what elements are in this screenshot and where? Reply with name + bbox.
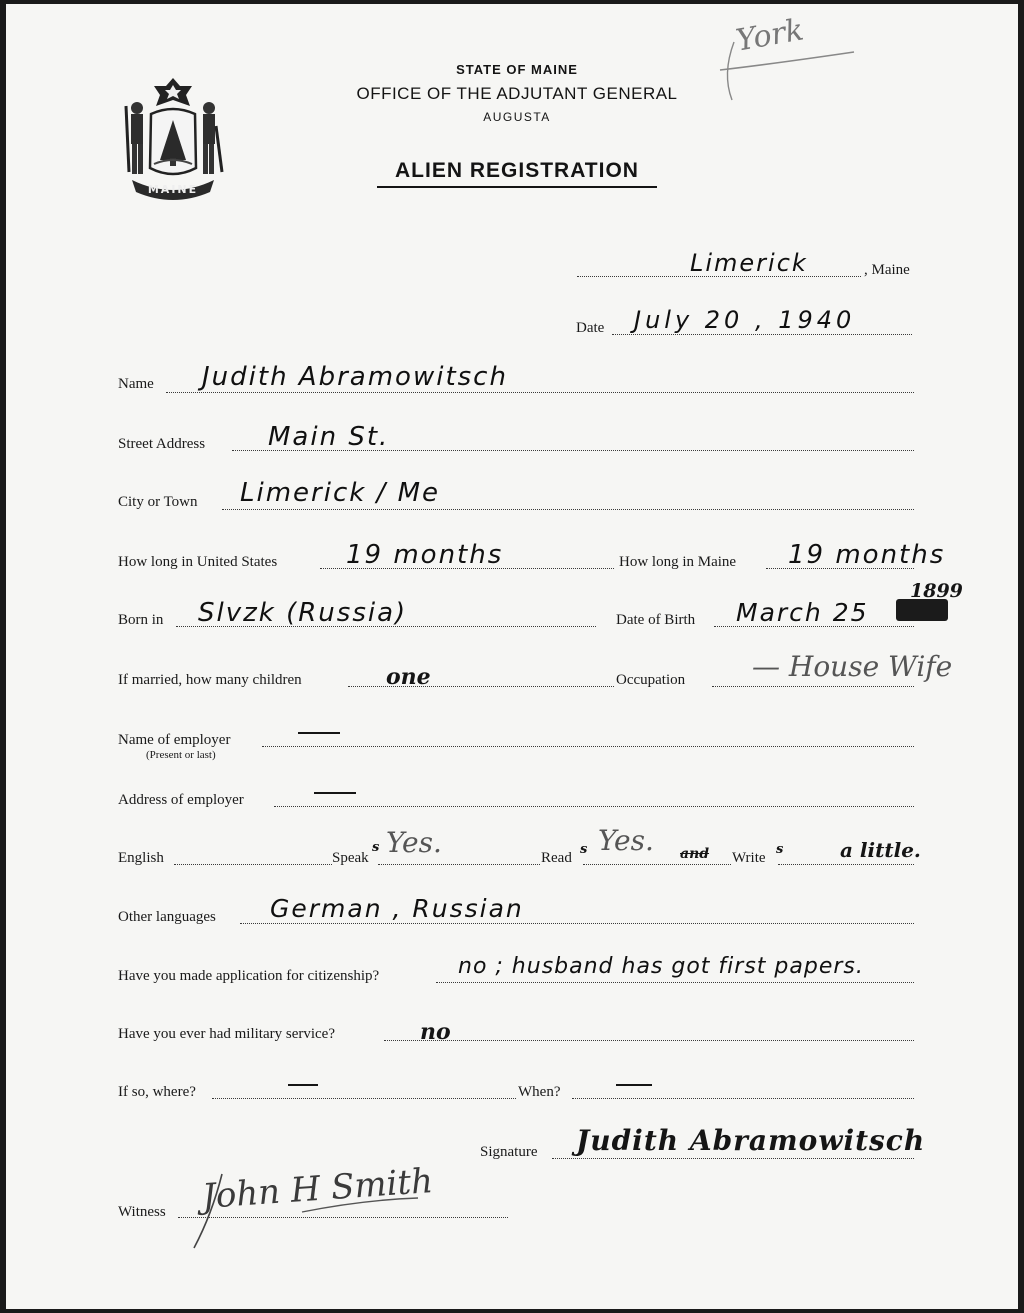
name-value: Judith Abramowitsch (202, 362, 508, 392)
witness-flourish (182, 1164, 422, 1254)
birthdate-label: Date of Birth (616, 612, 696, 628)
header-office: OFFICE OF THE ADJUTANT GENERAL (356, 84, 678, 103)
place-value: Limerick (690, 249, 808, 277)
employer-dash (298, 732, 340, 734)
military-label: Have you ever had military service? (118, 1026, 335, 1042)
header-state: STATE OF MAINE (456, 62, 578, 77)
year-scribble (896, 599, 948, 621)
city-label: City or Town (118, 494, 198, 510)
children-value: one (386, 664, 431, 690)
children-label: If married, how many children (118, 672, 302, 688)
employer-address-label: Address of employer (118, 792, 244, 808)
citizenship-label: Have you made application for citizenship? (118, 968, 380, 984)
state-seal-icon (118, 76, 228, 204)
header-city: AUGUSTA (483, 110, 551, 124)
write-mark: s (776, 842, 784, 857)
date-value: July 20 , 1940 (634, 306, 856, 334)
employer-sublabel: (Present or last) (146, 749, 216, 761)
city-value: Limerick / Me (240, 478, 441, 508)
citizenship-value: no ; husband has got first papers. (458, 954, 864, 979)
struck-and: and (680, 846, 710, 862)
write-label: Write (732, 850, 766, 866)
birthplace-label: Born in (118, 612, 164, 628)
occupation-value: — House Wife (752, 650, 953, 683)
speak-label: Speak (332, 850, 369, 866)
languages-label: Other languages (118, 909, 216, 925)
street-label: Street Address (118, 436, 206, 452)
maine-duration-value: 19 months (788, 540, 946, 570)
where-label: If so, where? (118, 1084, 196, 1100)
employer-label: Name of employer (118, 732, 231, 748)
seal-motto: MAINE (147, 183, 199, 196)
witness-value: John H Smith (200, 1160, 435, 1218)
read-mark: s (580, 842, 588, 857)
maine-duration-label: How long in Maine (619, 554, 737, 570)
pencil-stroke (712, 34, 862, 104)
name-label: Name (118, 376, 154, 392)
english-label: English (118, 850, 164, 866)
county-note: York (733, 12, 807, 59)
when-dash (616, 1084, 652, 1086)
signature-label: Signature (480, 1144, 538, 1160)
us-duration-value: 19 months (346, 540, 504, 570)
place-suffix: , Maine (864, 262, 910, 278)
when-label: When? (518, 1084, 561, 1100)
birthplace-value: Slvzk (Russia) (198, 598, 408, 628)
where-dash (288, 1084, 318, 1086)
date-label: Date (576, 320, 605, 336)
witness-label: Witness (118, 1204, 166, 1220)
write-value: a little. (840, 838, 921, 862)
languages-value: German , Russian (270, 894, 524, 923)
birthdate-value: March 25 (736, 598, 869, 627)
us-duration-label: How long in United States (118, 554, 278, 570)
read-label: Read (541, 850, 572, 866)
birth-year-correction: 1899 (910, 580, 963, 602)
registration-form (6, 4, 1018, 1309)
street-value: Main St. (268, 422, 390, 452)
occupation-label: Occupation (616, 672, 686, 688)
military-value: no (420, 1019, 451, 1045)
speak-mark: s (372, 840, 380, 855)
signature-value: Judith Abramowitsch (576, 1124, 926, 1157)
read-value: Yes. (598, 824, 654, 857)
header-title: ALIEN REGISTRATION (395, 159, 639, 182)
speak-value: Yes. (386, 826, 442, 859)
title-underline (377, 186, 657, 188)
employer-address-dash (314, 792, 356, 794)
